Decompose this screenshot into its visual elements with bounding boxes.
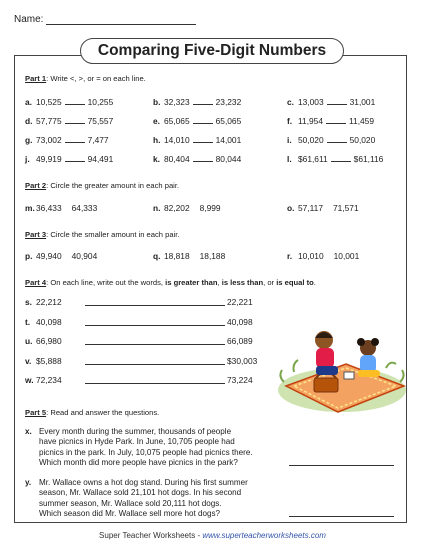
words-answer-line[interactable] [85, 344, 225, 345]
girl-puff-right [371, 338, 379, 346]
left-number: 49,919 [36, 154, 62, 164]
item-label: t. [25, 316, 31, 327]
right-number: 80,044 [215, 154, 242, 164]
boy-hair [315, 332, 333, 338]
left-number: 13,003 [298, 97, 324, 107]
left-number: 32,323 [164, 97, 190, 107]
left-number: 72,234 [36, 375, 62, 385]
right-number: 75,557 [87, 116, 114, 126]
circle-item [153, 203, 221, 213]
symbol-blank[interactable] [65, 134, 85, 143]
item-label: p. [25, 251, 33, 261]
compare-item [287, 115, 374, 126]
part5-instruction: : Read and answer the questions. [46, 408, 160, 417]
symbol-blank[interactable] [326, 115, 346, 124]
picnic-illustration [276, 320, 408, 416]
item-label: f. [287, 116, 293, 126]
left-number: 73,002 [36, 135, 62, 145]
circle-item [25, 251, 97, 261]
left-number: 14,010 [164, 135, 190, 145]
words-row [25, 336, 285, 348]
option-a[interactable]: 82,202 [164, 203, 190, 213]
item-label: u. [25, 336, 33, 346]
left-number: 65,065 [164, 116, 190, 126]
compare-item [153, 153, 241, 164]
item-label: o. [287, 203, 295, 213]
item-label: s. [25, 297, 32, 307]
part1-row [25, 96, 395, 108]
part5-heading [25, 408, 159, 417]
girl-shorts [358, 370, 380, 377]
part1-heading [25, 74, 146, 83]
option-b[interactable]: 71,571 [333, 203, 359, 213]
footer-brand: Super Teacher Worksheets [99, 531, 196, 540]
item-label: r. [287, 251, 293, 261]
symbol-blank[interactable] [331, 153, 351, 162]
words-answer-line[interactable] [85, 305, 225, 306]
part1-label: Part 1 [25, 74, 47, 83]
symbol-blank[interactable] [193, 134, 213, 143]
circle-item [287, 251, 359, 261]
words-row [25, 297, 285, 309]
right-number: $61,116 [353, 154, 384, 164]
compare-item [153, 115, 241, 126]
item-label: k. [153, 154, 160, 164]
symbol-blank[interactable] [327, 134, 347, 143]
footer [0, 531, 425, 540]
left-number-group [25, 375, 62, 385]
item-label: n. [153, 203, 161, 213]
compare-item [25, 134, 109, 145]
item-label: e. [153, 116, 160, 126]
words-answer-line[interactable] [85, 325, 225, 326]
footer-dash: - [195, 531, 203, 540]
item-label: a. [25, 97, 32, 107]
boy-pants [316, 366, 338, 375]
part1-row [25, 115, 395, 127]
symbol-blank[interactable] [193, 115, 213, 124]
circle-item [153, 251, 225, 261]
item-label: i. [287, 135, 292, 145]
circle-item [25, 203, 97, 213]
question-x-line: picnics in the park. In July, 10,075 people had picnics there. [39, 447, 253, 457]
question-y [25, 478, 295, 520]
compare-item [287, 96, 375, 107]
phrase-equal: is equal to [276, 278, 314, 287]
question-x-label: x. [25, 427, 32, 436]
question-y-line: summer season, Mr. Wallace sold 20,111 hot dogs. [39, 498, 222, 508]
part3-heading [25, 230, 179, 239]
left-number: 57,775 [36, 116, 62, 126]
question-y-line: Mr. Wallace owns a hot dog stand. During his first summer [39, 478, 248, 487]
part1-instruction: : Write <, >, or = on each line. [46, 74, 146, 83]
left-number: 40,098 [36, 316, 62, 327]
item-label: g. [25, 135, 33, 145]
circle-item [287, 203, 359, 213]
name-line[interactable] [46, 14, 196, 25]
item-label: h. [153, 135, 161, 145]
right-number: 31,001 [349, 97, 376, 107]
phrase-greater: is greater than [165, 278, 218, 287]
option-a[interactable]: 18,818 [164, 251, 190, 261]
part2-row [25, 203, 395, 215]
compare-item [287, 153, 383, 164]
compare-item [153, 96, 241, 107]
part4-label: Part 4 [25, 278, 47, 287]
symbol-blank[interactable] [65, 96, 85, 105]
question-y-line: season, Mr. Wallace sold 21,101 hot dogs. In his second [39, 488, 242, 498]
left-number: 22,212 [36, 297, 62, 307]
option-a[interactable]: 49,940 [36, 251, 62, 261]
picnic-basket [314, 378, 338, 392]
right-number: 23,232 [215, 97, 242, 107]
left-number: $5,888 [36, 355, 62, 366]
option-b[interactable]: 18,188 [199, 251, 226, 261]
sep1: , [217, 278, 222, 287]
item-label: b. [153, 97, 161, 107]
question-y-label: y. [25, 478, 32, 487]
part1-row [25, 134, 395, 146]
option-a[interactable]: 10,010 [298, 251, 324, 261]
words-row [25, 317, 285, 329]
symbol-blank[interactable] [65, 153, 85, 162]
symbol-blank[interactable] [193, 153, 213, 162]
compare-item [25, 96, 113, 107]
left-number-group [25, 317, 62, 327]
question-x-line: Every month during the summer, thousands of people [39, 427, 232, 436]
compare-item [25, 115, 113, 126]
option-a[interactable]: 36,433 [36, 203, 62, 213]
question-y-line: Which season did Mr. Wallace sell more hot dogs? [39, 509, 220, 519]
option-a[interactable]: 57,117 [298, 203, 323, 213]
right-number: 11,459 [349, 116, 374, 126]
right-number: $30,003 [227, 355, 258, 366]
answer-line-x[interactable] [289, 465, 394, 466]
item-label: l. [287, 154, 292, 164]
item-label: q. [153, 251, 161, 261]
part2-instruction: : Circle the greater amount in each pair. [46, 181, 180, 190]
answer-line-y[interactable] [289, 516, 394, 517]
option-b[interactable]: 40,904 [71, 251, 98, 261]
left-number-group [25, 297, 62, 307]
item-label: v. [25, 355, 32, 366]
compare-item [287, 134, 375, 145]
question-x-line: have picnics in Hyde Park. In June, 10,705 people had [39, 437, 235, 447]
right-number: 14,001 [215, 135, 242, 145]
right-number: 73,224 [227, 375, 253, 385]
name-field [14, 14, 196, 25]
worksheet-title: Comparing Five-Digit Numbers [80, 38, 344, 64]
right-number: 22,221 [227, 297, 253, 307]
words-row [25, 356, 285, 368]
right-number: 50,020 [349, 135, 376, 145]
picnic-plate [344, 372, 354, 379]
item-label: c. [287, 97, 294, 107]
part1-row [25, 153, 395, 165]
right-number: 10,255 [87, 97, 114, 107]
question-x-line: Which month did more people have picnics in the park? [39, 458, 238, 468]
words-answer-line[interactable] [85, 383, 225, 384]
boy-shirt [316, 348, 334, 368]
item-label: w. [25, 375, 34, 385]
words-answer-line[interactable] [85, 364, 225, 365]
sep2: , or [263, 278, 277, 287]
part3-row [25, 251, 395, 263]
girl-puff-left [357, 338, 365, 346]
part3-label: Part 3 [25, 230, 47, 239]
part4-end: . [313, 278, 316, 287]
compare-item [153, 134, 241, 145]
left-number: 80,404 [164, 154, 190, 164]
symbol-blank[interactable] [65, 115, 85, 124]
option-b[interactable]: 8,999 [199, 203, 221, 213]
right-number: 65,065 [215, 116, 242, 126]
right-number: 66,089 [227, 336, 253, 346]
part3-instruction: : Circle the smaller amount in each pair. [46, 230, 180, 239]
name-label: Name: [14, 14, 44, 25]
item-label: d. [25, 116, 33, 126]
footer-url[interactable]: www.superteacherworksheets.com [202, 531, 326, 540]
right-number: 40,098 [227, 316, 253, 327]
left-number: 66,980 [36, 336, 62, 346]
right-number: 7,477 [87, 135, 109, 145]
left-number-group [25, 356, 62, 366]
part4-instruction: : On each line, write out the words, [46, 278, 166, 287]
part2-label: Part 2 [25, 181, 47, 190]
left-number: 50,020 [298, 135, 324, 145]
part4-heading [25, 278, 316, 287]
item-label: j. [25, 154, 30, 164]
left-number: $61,611 [298, 154, 328, 164]
item-label: m. [25, 203, 35, 213]
option-b[interactable]: 64,333 [71, 203, 98, 213]
phrase-less: is less than [221, 278, 264, 287]
part2-heading [25, 181, 179, 190]
option-b[interactable]: 10,001 [333, 251, 360, 261]
left-number-group [25, 336, 62, 346]
left-number: 11,954 [298, 116, 323, 126]
part5-label: Part 5 [25, 408, 47, 417]
question-x [25, 427, 295, 469]
right-number: 94,491 [87, 154, 114, 164]
symbol-blank[interactable] [193, 96, 213, 105]
compare-item [25, 153, 113, 164]
words-row [25, 375, 285, 387]
left-number: 10,525 [36, 97, 62, 107]
symbol-blank[interactable] [327, 96, 347, 105]
